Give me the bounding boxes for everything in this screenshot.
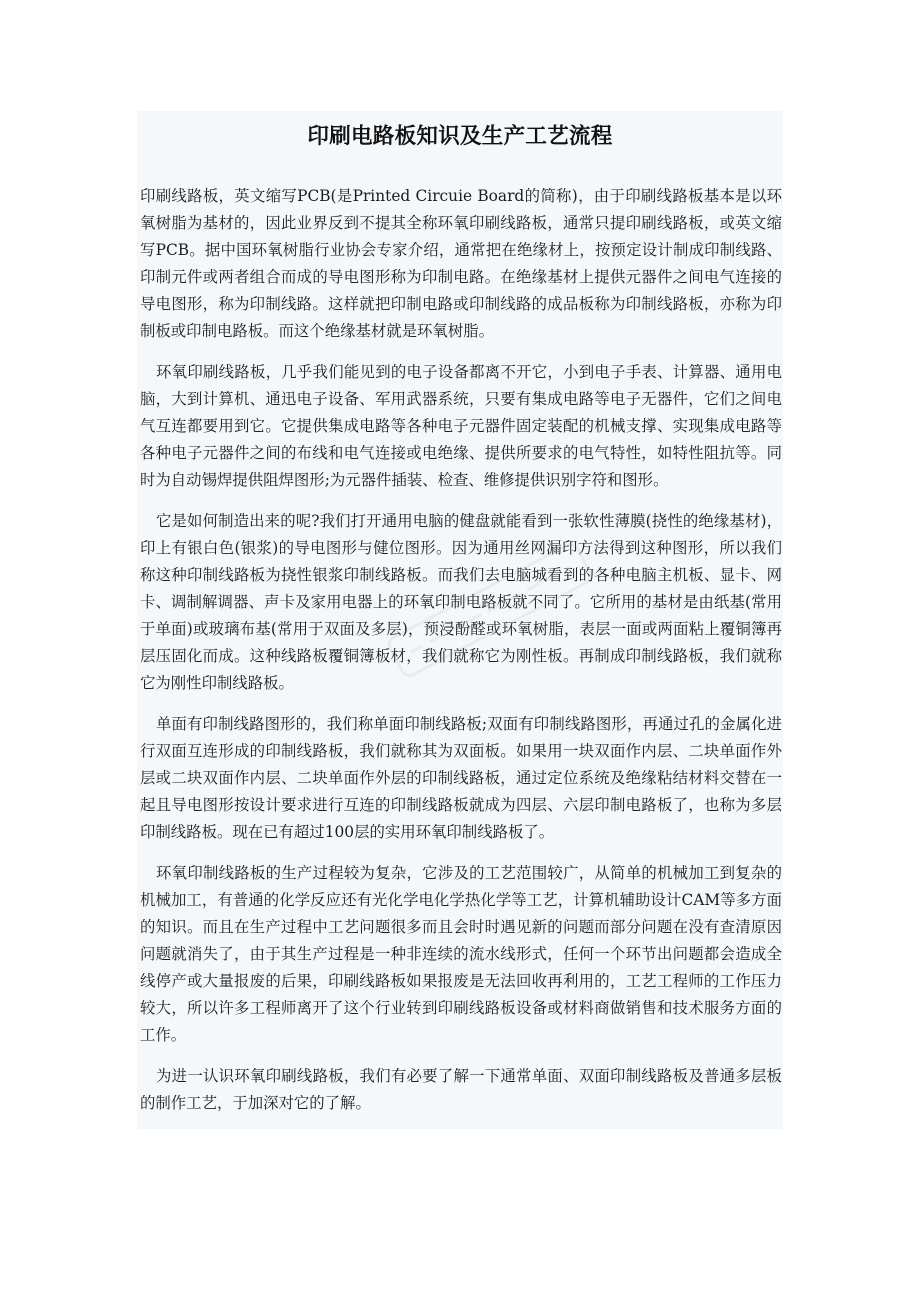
document-body (140, 183, 782, 1131)
paragraph-intro: 印刷线路板，英文缩写PCB(是Printed Circuie Board的简称)，由于印刷线路板基本是以环氧树脂为基材的，因此业界反到不提其全称环氧印刷线路板，通常只提印刷线路板，或英文缩写PCB。据中国环氧树脂行业协会专家介绍，通常把在绝缘材上，按预定设计制成印制线路、印制元件或两者组合而成的导电图形称为印制电路。在绝缘基材上提供元器件之间电气连接的导电图形，称为印制线路。这样就把印制电路或印制线路的成品板称为印制线路板，亦称为印制板或印制电路板。而这个绝缘基材就是环氧树脂。 (140, 187, 782, 340)
paragraph-manufacturing: 它是如何制造出来的呢?我们打开通用电脑的健盘就能看到一张软性薄膜(挠性的绝缘基材)，印上有银白色(银浆)的导电图形与健位图形。因为通用丝网漏印方法得到这种图形，所以我们称这种印制线路板为挠性银浆印制线路板。而我们去电脑城看到的各种电脑主机板、显卡、网卡、调制解调器、声卡及家用电器上的环氧印制电路板就不同了。它所用的基材是由纸基(常用于单面)或玻璃布基(常用于双面及多层)，预浸酚醛或环氧树脂，表层一面或两面粘上覆铜簿再层压固化而成。这种线路板覆铜簿板材，我们就称它为刚性板。再制成印制线路板，我们就称它为刚性印制线路板。 (140, 512, 782, 692)
paragraph-conclusion: 为进一认识环氧印刷线路板，我们有必要了解一下通常单面、双面印制线路板及普通多层板的制作工艺，于加深对它的了解。 (140, 1067, 782, 1112)
paragraph-applications: 环氧印刷线路板，几乎我们能见到的电子设备都离不开它，小到电子手表、计算器、通用电脑，大到计算机、通迅电子设备、军用武器系统，只要有集成电路等电子无器件，它们之间电气互连都要用到它。它提供集成电路等各种电子元器件固定装配的机械支撑、实现集成电路等各种电子元器件之间的布线和电气连接或电绝缘、提供所要求的电气特性，如特性阻抗等。同时为自动锡焊提供阻焊图形;为元器件插装、检查、维修提供识别字符和图形。 (140, 363, 782, 489)
document-title: 印刷电路板知识及生产工艺流程 (307, 124, 613, 149)
paragraph-board-types: 单面有印制线路图形的，我们称单面印制线路板;双面有印制线路图形，再通过孔的金属化进行双面互连形成的印制线路板，我们就称其为双面板。如果用一块双面作内层、二块单面作外层或二块双面作内层、二块单面作外层的印制线路板，通过定位系统及绝缘粘结材料交替在一起且导电图形按设计要求进行互连的印制线路板就成为四层、六层印制电路板了，也称为多层印制线路板。现在已有超过100层的实用环氧印制线路板了。 (140, 715, 782, 841)
paragraph-production-process: 环氧印制线路板的生产过程较为复杂，它涉及的工艺范围较广，从简单的机械加工到复杂的机械加工，有普通的化学反应还有光化学电化学热化学等工艺，计算机辅助设计CAM等多方面的知识。而且在生产过程中工艺问题很多而且会时时遇见新的问题而部分问题在没有查清原因问题就消失了，由于其生产过程是一种非连续的流水线形式，任何一个环节出问题都会造成全线停产或大量报废的后果，印刷线路板如果报废是无法回收再利用的，工艺工程师的工作压力较大，所以许多工程师离开了这个行业转到印刷线路板设备或材料商做销售和技术服务方面的工作。 (140, 864, 782, 1044)
